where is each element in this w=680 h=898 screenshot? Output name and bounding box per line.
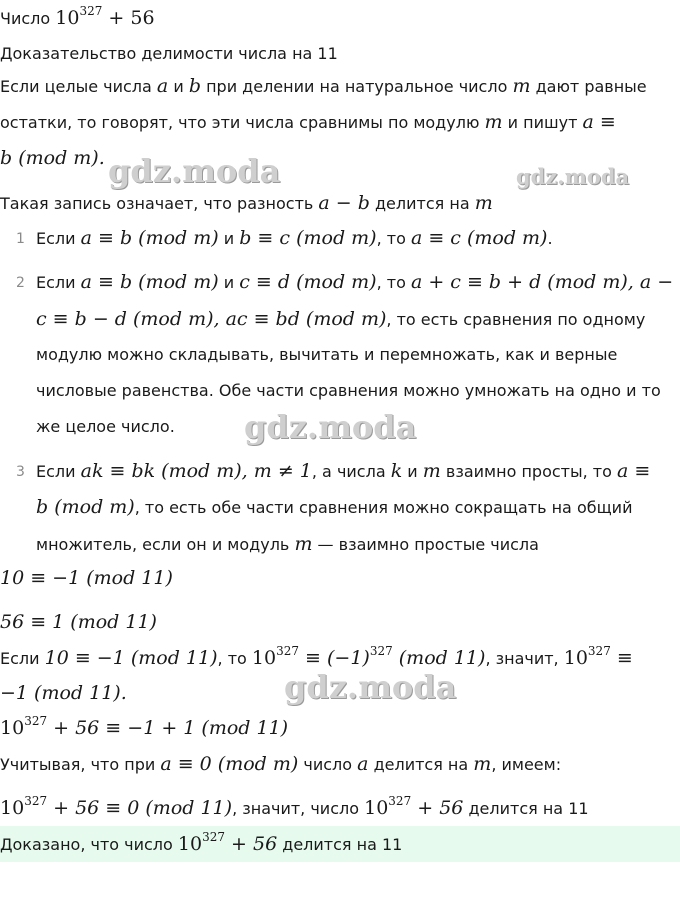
list-item-3-line-3: множитель, если он и модуль m — взаимно простые числа — [36, 533, 539, 555]
intro-line-3: b (mod m). — [0, 147, 105, 169]
equation-5: Учитывая, что при a ≡ 0 (mod m) число a делится на m, имеем: — [0, 753, 562, 775]
intro-line-2: остатки, то говорят, что эти числа сравнимы по модулю m и пишут a ≡ — [0, 111, 616, 133]
list-item-3-line-1: Если ak ≡ bk (mod m), m ≠ 1, а числа k и m взаимно просты, то a ≡ — [36, 460, 651, 482]
equation-3-line-1: Если 10 ≡ −1 (mod 11), то $10^{327} \equiv (-1)^{327}$ (mod 11), значит, $10^{327}$ ≡ — [0, 644, 633, 669]
meaning-line: Такая запись означает, что разность a − b делится на m — [0, 192, 493, 214]
list-item-2-line-2: c ≡ b − d (mod m), ac ≡ bd (mod m), то есть сравнения по одному — [36, 308, 646, 330]
equation-1: 10 ≡ −1 (mod 11) — [0, 567, 173, 589]
list-number: 2 — [16, 275, 25, 291]
equation-3-line-2: −1 (mod 11). — [0, 682, 127, 704]
intro-line-1: Если целые числа a и b при делении на натуральное число m дают равные — [0, 75, 647, 97]
list-number: 1 — [16, 231, 25, 247]
section-heading: Доказательство делимости числа на 11 — [0, 44, 338, 63]
equation-2: 56 ≡ 1 (mod 11) — [0, 611, 157, 633]
list-number: 3 — [16, 464, 25, 480]
list-item-2-line-1: Если a ≡ b (mod m) и c ≡ d (mod m), то a + c ≡ b + d (mod m), a − — [36, 271, 674, 293]
watermark-logo: gdz.moda — [516, 164, 630, 189]
solution-title: Число $10^{327} + 56$ — [0, 4, 155, 29]
watermark-logo: gdz.moda — [244, 408, 417, 446]
list-item-2-line-4: числовые равенства. Обе части сравнения можно умножать на одно и то — [36, 381, 661, 400]
equation-6: $10^{327} + 56 \equiv 0$ (mod 11), значит, число $10^{327} + 56$ делится на 11 — [0, 794, 589, 819]
list-item-3-line-2: b (mod m), то есть обе части сравнения можно сокращать на общий — [36, 496, 633, 518]
conclusion-text: Доказано, что число $10^{327} + 56$ делится на 11 — [0, 830, 403, 855]
equation-4: $10^{327} + 56 \equiv -1 + 1$ (mod 11) — [0, 714, 289, 739]
watermark-logo: gdz.moda — [108, 152, 281, 190]
list-item-2-line-5: же целое число. — [36, 417, 175, 436]
list-item-1: Если a ≡ b (mod m) и b ≡ c (mod m), то a ≡ c (mod m). — [36, 227, 553, 249]
watermark-logo: gdz.moda — [284, 668, 457, 706]
list-item-2-line-3: модулю можно складывать, вычитать и перемножать, как и верные — [36, 345, 618, 364]
